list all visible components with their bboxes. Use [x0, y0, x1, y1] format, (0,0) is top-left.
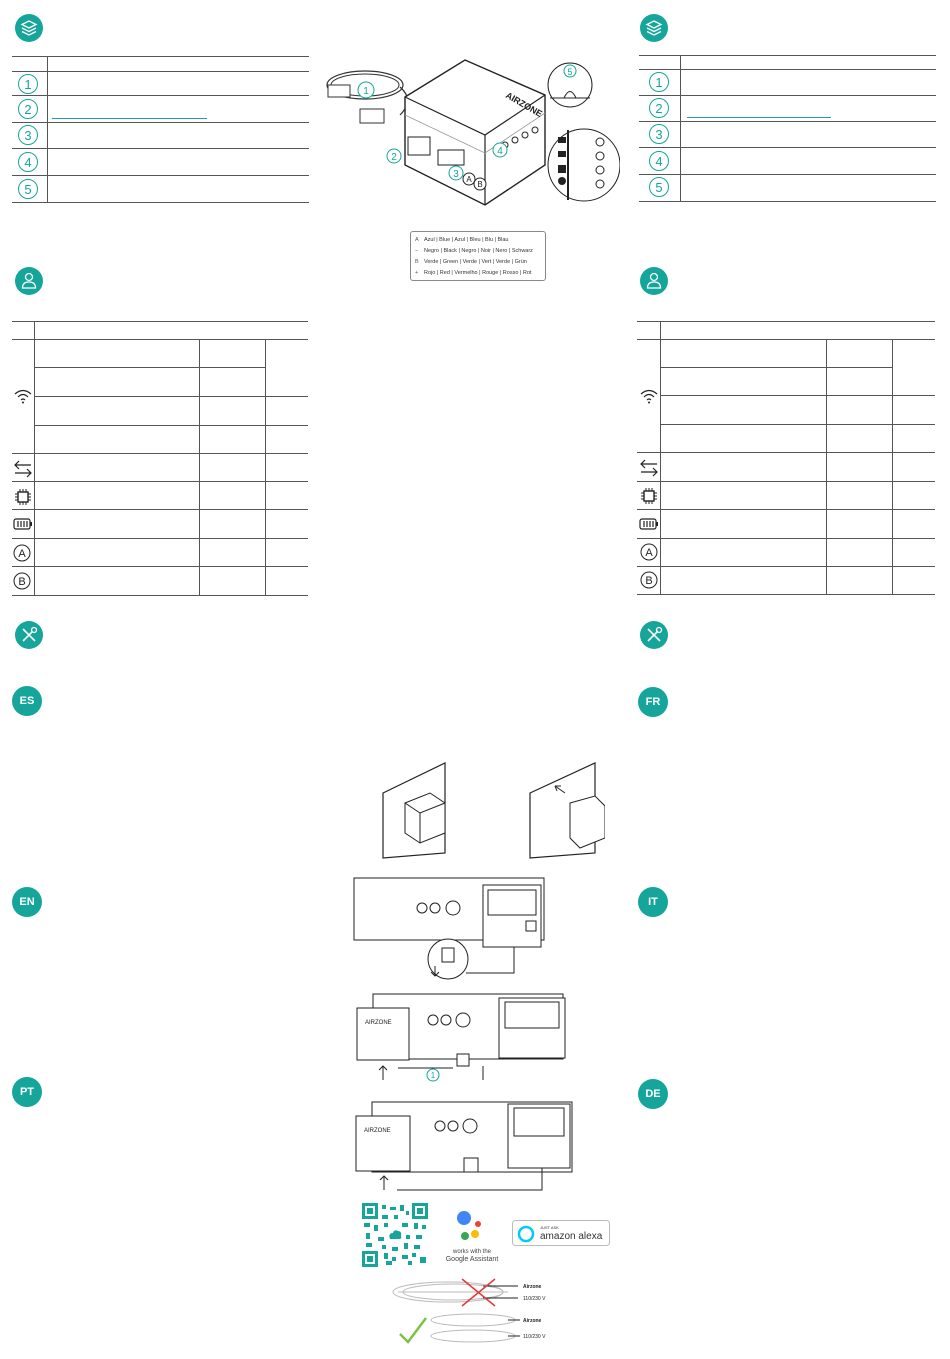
- legend-row: B Verde | Green | Verde | Vert | Verde | Grün: [415, 259, 527, 265]
- callout-number: 1: [430, 1071, 436, 1080]
- battery-icon: [639, 518, 659, 530]
- link-underline[interactable]: [52, 118, 207, 119]
- brand-label: AIRZONE: [504, 90, 545, 119]
- terminal-letter: A: [18, 548, 26, 560]
- layers-icon: [639, 13, 669, 43]
- cable-label-airzone: Airzone: [523, 1284, 542, 1290]
- language-badge-de: DE: [638, 1079, 668, 1109]
- component-number: 1: [649, 72, 669, 92]
- wifi-icon: [14, 388, 32, 404]
- terminal-a-icon: [13, 544, 31, 562]
- chip-icon: [14, 488, 32, 506]
- component-number: 4: [649, 151, 669, 171]
- wiring-diagram: [353, 990, 568, 1090]
- component-number: 3: [649, 124, 669, 144]
- chip-icon: [640, 487, 658, 505]
- link-underline[interactable]: [687, 117, 831, 118]
- language-badge-it: IT: [638, 887, 668, 917]
- component-number: 3: [18, 125, 38, 145]
- callout-number: 2: [391, 152, 397, 163]
- component-number: 5: [649, 177, 669, 197]
- brand-label: AIRZONE: [365, 1020, 392, 1026]
- technician-icon: [639, 266, 669, 296]
- language-badge-fr: FR: [638, 687, 668, 717]
- legend-row: + Rojo | Red | Vermelho | Rouge | Rosso | Rot: [415, 270, 532, 276]
- terminal-letter: B: [18, 576, 26, 588]
- cable-label-voltage: 110/230 V: [523, 1334, 546, 1340]
- callout-number: 1: [363, 86, 369, 97]
- google-text-line2: Google Assistant: [445, 1256, 499, 1263]
- tools-icon: [14, 620, 44, 650]
- layers-icon: [14, 13, 44, 43]
- language-badge-pt: PT: [12, 1077, 42, 1107]
- callout-number: 4: [497, 146, 503, 157]
- component-number: 2: [18, 99, 38, 119]
- callout-number: 5: [567, 67, 573, 77]
- terminal-letter: B: [645, 575, 653, 587]
- alexa-big-text: amazon alexa: [540, 1231, 603, 1242]
- callout-number: 3: [453, 169, 459, 180]
- wire-color-legend: [410, 231, 546, 281]
- component-number: 5: [18, 179, 38, 199]
- tools-icon: [639, 620, 669, 650]
- component-number: 2: [649, 98, 669, 118]
- cable-separation-illustration: [388, 1276, 563, 1346]
- terminal-a-icon: [640, 543, 658, 561]
- component-number: 4: [18, 152, 38, 172]
- terminal-b-icon: [640, 571, 658, 589]
- amazon-alexa-logo: [512, 1220, 610, 1246]
- language-badge-en: EN: [12, 887, 42, 917]
- wiring-diagram: [350, 873, 550, 983]
- cable-label-voltage: 110/230 V: [523, 1296, 546, 1302]
- brand-label: AIRZONE: [364, 1128, 391, 1134]
- terminal-b-icon: [13, 572, 31, 590]
- terminal-letter: A: [645, 547, 653, 559]
- cable-label-airzone: Airzone: [523, 1318, 542, 1324]
- data-transfer-icon: [639, 459, 659, 477]
- terminal-label: A: [466, 175, 472, 184]
- legend-row: − Negro | Black | Negro | Noir | Nero | Schwarz: [415, 248, 533, 254]
- data-transfer-icon: [13, 460, 33, 478]
- technician-icon: [14, 266, 44, 296]
- terminal-label: B: [477, 180, 483, 189]
- qr-code[interactable]: [362, 1203, 428, 1267]
- wifi-icon: [640, 388, 658, 404]
- google-text-line1: works with the: [452, 1249, 492, 1255]
- alexa-small-text: JUST ASK: [540, 1225, 559, 1230]
- wall-mount-illustration: [375, 758, 605, 860]
- component-number: 1: [18, 74, 38, 94]
- battery-icon: [13, 518, 33, 530]
- google-assistant-logo: [442, 1207, 502, 1263]
- wiring-diagram: [352, 1098, 577, 1196]
- language-badge-es: ES: [12, 686, 42, 716]
- device-illustration: [320, 55, 620, 215]
- legend-row: A Azul | Blue | Azul | Bleu | Blu | Blau: [415, 237, 509, 243]
